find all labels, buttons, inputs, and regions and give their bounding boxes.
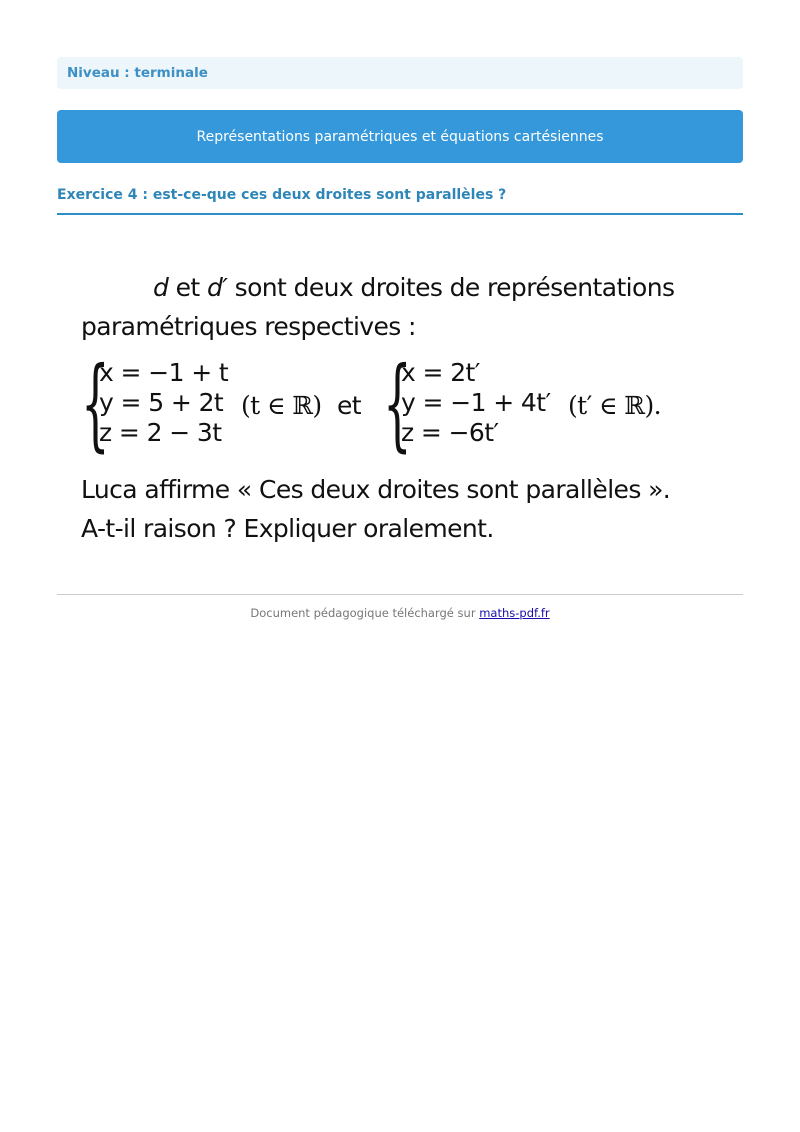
line-d-prime: d′ (206, 273, 228, 302)
level-label (57, 57, 743, 89)
footer (57, 606, 743, 620)
system-d-prime-parameter: (t′ ∈ ℝ). (568, 391, 661, 420)
systems-connector: et (337, 391, 361, 420)
level-text: Niveau : terminale (67, 65, 208, 81)
system-d-parameter: (t ∈ ℝ) (241, 391, 322, 420)
parametric-systems (81, 345, 721, 462)
line-d: d (153, 273, 169, 302)
system-d-eq-x: x = −1 + t (99, 358, 229, 387)
exercise-statement (81, 268, 721, 548)
question-line: A-t-il raison ? Expliquer oralement. (81, 514, 494, 543)
system-d-eq-y: y = 5 + 2t (99, 388, 224, 417)
intro-rest: sont deux droites de représentations (227, 273, 675, 302)
claim-line: Luca affirme « Ces deux droites sont parallèles ». (81, 475, 671, 504)
banner-title: Représentations paramétriques et équations cartésiennes (196, 128, 604, 145)
title-banner (57, 110, 743, 163)
exercise-heading: Exercice 4 : est-ce-que ces deux droites sont parallèles ? (57, 185, 743, 215)
left-brace-icon: { (81, 345, 110, 462)
intro-line-1 (81, 268, 721, 307)
footer-text: Document pédagogique téléchargé sur (250, 606, 480, 620)
footer-link[interactable]: maths-pdf.fr (479, 606, 550, 620)
system-d-prime-eq-x: x = 2t′ (401, 358, 480, 387)
intro-line-2: paramétriques respectives : (81, 312, 416, 341)
left-brace-icon: { (383, 345, 412, 462)
system-d-eq-z: z = 2 − 3t (99, 418, 222, 447)
footer-divider (57, 594, 743, 595)
system-d-prime-eq-y: y = −1 + 4t′ (401, 388, 551, 417)
system-d-prime-eq-z: z = −6t′ (401, 418, 499, 447)
intro-et: et (168, 273, 207, 302)
